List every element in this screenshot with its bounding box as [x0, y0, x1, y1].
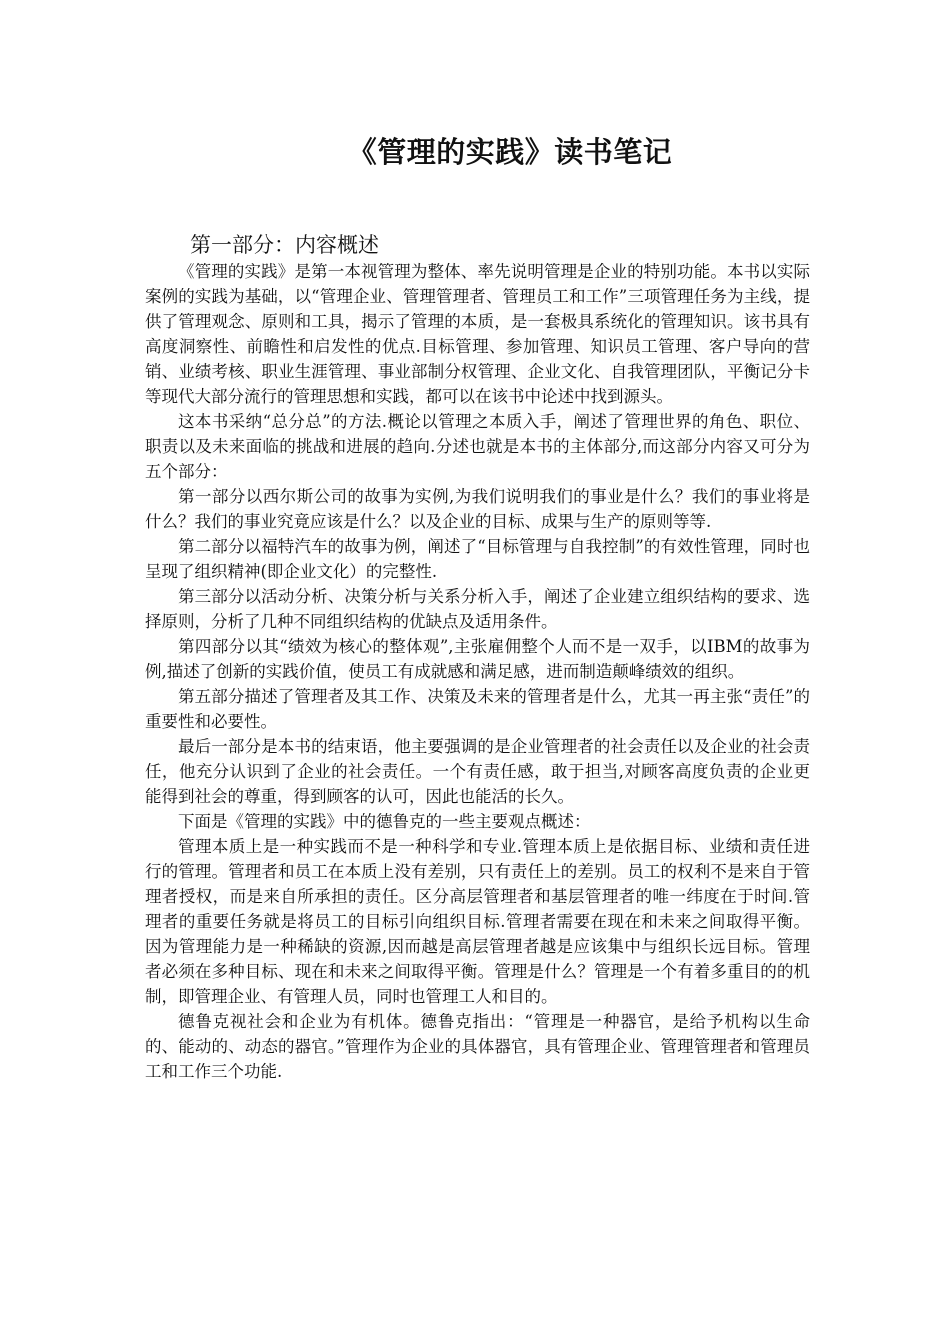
paragraph: 最后一部分是本书的结束语，他主要强调的是企业管理者的社会责任以及企业的社会责任，他充分认识到了企业的社会责任。一个有责任感，敢于担当,对顾客高度负责的企业更能得到社会的尊重，得到顾客的认可，因此也能活的长久。 [145, 737, 810, 806]
paragraph: 这本书采纳“总分总”的方法.概论以管理之本质入手，阐述了管理世界的角色、职位、职责以及未来面临的挑战和进展的趋向.分述也就是本书的主体部分,而这部分内容又可分为五个部分： [145, 412, 810, 481]
section-heading: 第一部分：内容概述 [190, 233, 379, 257]
paragraph: 下面是《管理的实践》中的德鲁克的一些主要观点概述： [178, 812, 591, 831]
document-body [145, 259, 810, 1084]
paragraph: 第三部分以活动分析、决策分析与关系分析入手，阐述了企业建立组织结构的要求、选择原则，分析了几种不同组织结构的优缺点及适用条件。 [145, 587, 810, 631]
paragraph: 第一部分以西尔斯公司的故事为实例,为我们说明我们的事业是什么？我们的事业将是什么？我们的事业究竟应该是什么？以及企业的目标、成果与生产的原则等等. [145, 487, 810, 531]
paragraph: 《管理的实践》是第一本视管理为整体、率先说明管理是企业的特别功能。本书以实际案例的实践为基础，以“管理企业、管理管理者、管理员工和工作”三项管理任务为主线，提供了管理观念、原则和工具，揭示了管理的本质，是一套极具系统化的管理知识。该书具有高度洞察性、前瞻性和启发性的优点.目标管理、参加管理、知识员工管理、客户导向的营销、业绩考核、职业生涯管理、事业部制分权管理、企业文化、自我管理团队，平衡记分卡等现代大部分流行的管理思想和实践，都可以在该书中论述中找到源头。 [145, 262, 810, 406]
paragraph: 德鲁克视社会和企业为有机体。德鲁克指出：“管理是一种器官，是给予机构以生命的、能动的、动态的器官。”管理作为企业的具体器官，具有管理企业、管理管理者和管理员工和工作三个功能. [145, 1012, 810, 1081]
document-title: 《管理的实践》读书笔记 [347, 135, 673, 169]
paragraph: 第四部分以其“绩效为核心的整体观”,主张雇佣整个人而不是一双手，以IBM的故事为例,描述了创新的实践价值，使员工有成就感和满足感，进而制造颠峰绩效的组织。 [145, 637, 810, 681]
paragraph: 第五部分描述了管理者及其工作、决策及未来的管理者是什么，尤其一再主张“责任”的重要性和必要性。 [145, 687, 810, 731]
paragraph: 管理本质上是一种实践而不是一种科学和专业.管理本质上是依据目标、业绩和责任进行的管理。管理者和员工在本质上没有差别，只有责任上的差别。员工的权利不是来自于管理者授权，而是来自所承担的责任。区分高层管理者和基层管理者的唯一纬度在于时间.管理者的重要任务就是将员工的目标引向组织目标.管理者需要在现在和未来之间取得平衡。因为管理能力是一种稀缺的资源,因而越是高层管理者越是应该集中与组织长远目标。管理者必须在多种目标、现在和未来之间取得平衡。管理是什么？管理是一个有着多重目的的机制，即管理企业、有管理人员，同时也管理工人和目的。 [145, 837, 810, 1006]
paragraph: 第二部分以福特汽车的故事为例，阐述了“目标管理与自我控制”的有效性管理，同时也呈现了组织精神(即企业文化）的完整性. [145, 537, 810, 581]
